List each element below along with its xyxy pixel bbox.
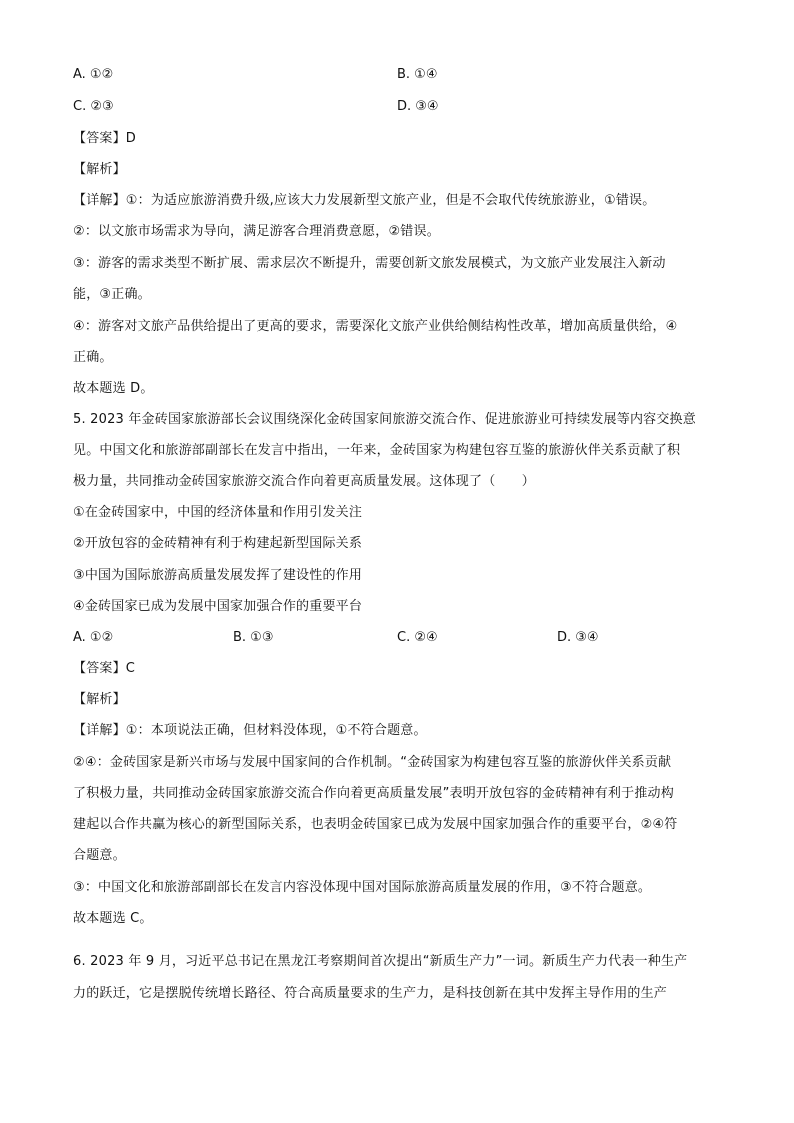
q6-stem-line: 6. 2023 年 9 月，习近平总书记在黑龙江考察期间首次提出“新质生产力”一词。新质生产力代表一种生产 (73, 954, 688, 969)
q4-option-b[interactable]: B. ①④ (397, 67, 438, 82)
q5-statement-2: ②开放包容的金砖精神有利于构建起新型国际关系 (73, 536, 363, 551)
q5-option-c[interactable]: C. ②④ (397, 630, 438, 645)
q5-stem-line: 极力量，共同推动金砖国家旅游交流合作向着更高质量发展。这体现了（ ） (73, 474, 536, 489)
q4-option-c[interactable]: C. ②③ (73, 99, 114, 114)
q5-option-a[interactable]: A. ①② (73, 630, 114, 645)
q5-analysis-heading: 【解析】 (73, 692, 126, 707)
q4-explanation-line: ④：游客对文旅产品供给提出了更高的要求，需要深化文旅产业供给侧结构性改革，增加高质量供给，④ (73, 319, 678, 334)
q5-answer: 【答案】C (73, 661, 136, 676)
q5-explanation-line: 了积极力量，共同推动金砖国家旅游交流合作向着更高质量发展”表明开放包容的金砖精神有利于推动构 (73, 786, 674, 801)
q5-statement-4: ④金砖国家已成为发展中国家加强合作的重要平台 (73, 599, 363, 614)
q4-explanation-line: 【详解】①：为适应旅游消费升级,应该大力发展新型文旅产业，但是不会取代传统旅游业，①错误。 (73, 193, 656, 208)
q5-option-b[interactable]: B. ①③ (233, 630, 274, 645)
q4-explanation-line: 正确。 (73, 350, 113, 365)
q4-option-a[interactable]: A. ①② (73, 67, 114, 82)
q5-explanation-line: ③：中国文化和旅游部副部长在发言内容没体现中国对国际旅游高质量发展的作用，③不符合题意。 (73, 880, 652, 895)
q5-explanation-line: 【详解】①：本项说法正确，但材料没体现，①不符合题意。 (73, 723, 427, 738)
q5-statement-3: ③中国为国际旅游高质量发展发挥了建设性的作用 (73, 568, 363, 583)
q4-analysis-heading: 【解析】 (73, 162, 126, 177)
q5-stem-line: 见。中国文化和旅游部副部长在发言中指出，一年来，金砖国家为构建包容互鉴的旅游伙伴关系贡献了积 (73, 443, 681, 458)
q4-explanation-line: ③：游客的需求类型不断扩展、需求层次不断提升，需要创新文旅发展模式，为文旅产业发展注入新动 (73, 256, 666, 271)
q5-option-d[interactable]: D. ③④ (557, 630, 599, 645)
q5-conclusion: 故本题选 C。 (73, 911, 153, 926)
q5-explanation-line: 合题意。 (73, 848, 126, 863)
q5-explanation-line: 建起以合作共赢为核心的新型国际关系，也表明金砖国家已成为发展中国家加强合作的重要平台，②④符 (73, 817, 678, 832)
q4-answer: 【答案】D (73, 131, 137, 146)
q4-explanation-line: 能，③正确。 (73, 287, 151, 302)
q5-statement-1: ①在金砖国家中，中国的经济体量和作用引发关注 (73, 505, 363, 520)
q6-stem-line: 力的跃迁，它是摆脱传统增长路径、符合高质量要求的生产力，是科技创新在其中发挥主导作用的生产 (73, 986, 668, 1001)
q4-conclusion: 故本题选 D。 (73, 381, 154, 396)
q5-explanation-line: ②④：金砖国家是新兴市场与发展中国家间的合作机制。“金砖国家为构建包容互鉴的旅游伙伴关系贡献 (73, 755, 672, 770)
q4-explanation-line: ②：以文旅市场需求为导向，满足游客合理消费意愿，②错误。 (73, 224, 440, 239)
q5-stem-line: 5. 2023 年金砖国家旅游部长会议围绕深化金砖国家间旅游交流合作、促进旅游业可持续发展等内容交换意 (73, 412, 696, 427)
q4-option-d[interactable]: D. ③④ (397, 99, 439, 114)
